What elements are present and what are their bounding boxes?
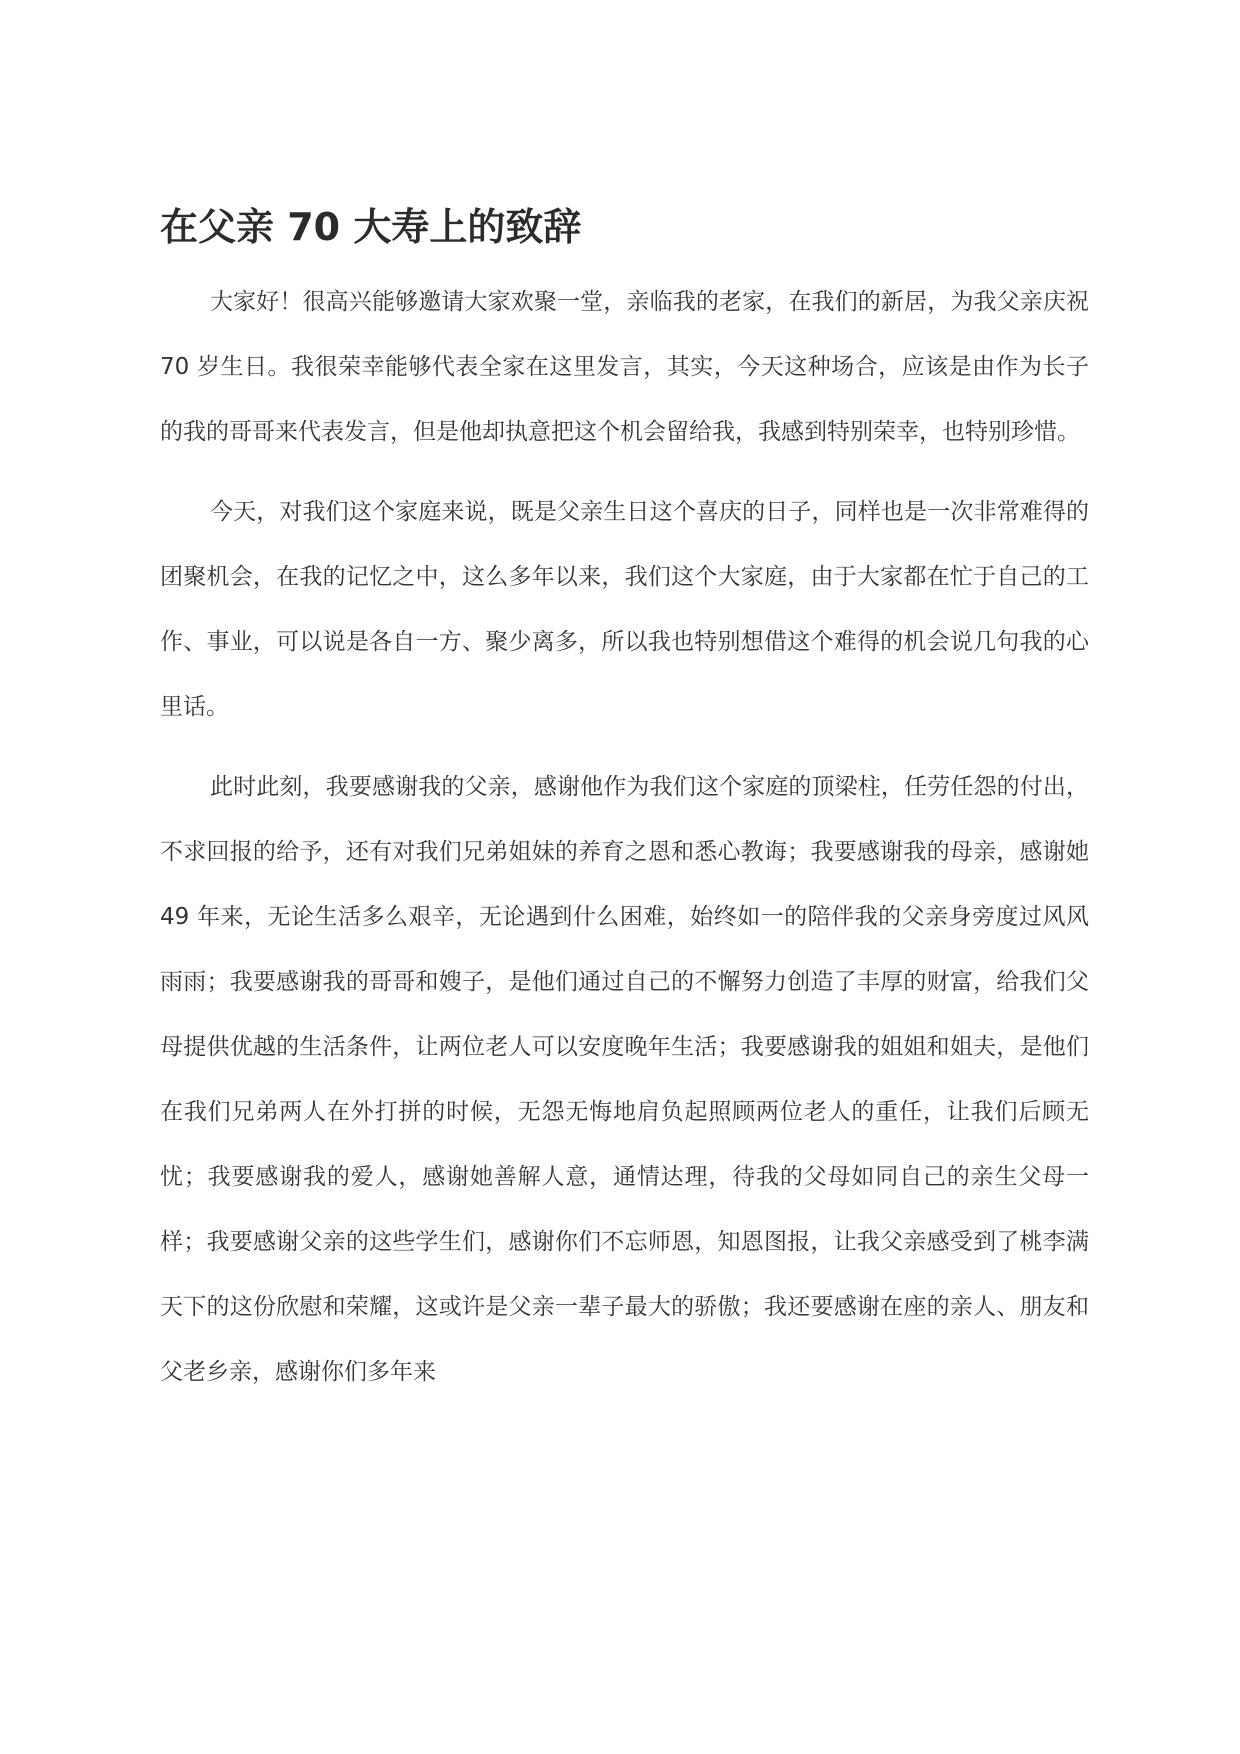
paragraph-2: 今天，对我们这个家庭来说，既是父亲生日这个喜庆的日子，同样也是一次非常难得的团聚机会，在我的记忆之中，这么多年以来，我们这个大家庭，由于大家都在忙于自己的工作、事业，可以说是各自一方、聚少离多，所以我也特别想借这个难得的机会说几句我的心里话。 — [160, 499, 1089, 720]
document-page — [160, 200, 1089, 1405]
paragraph-3: 此时此刻，我要感谢我的父亲，感谢他作为我们这个家庭的顶梁柱，任劳任怨的付出，不求回报的给予，还有对我们兄弟姐妹的养育之恩和悉心教诲；我要感谢我的母亲，感谢她 49 年来，无论生活多么艰辛，无论遇到什么困难，始终如一的陪伴我的父亲身旁度过风风雨雨；我要感谢我的哥哥和嫂子，是他们通过自己的不懈努力创造了丰厚的财富，给我们父母提供优越的生活条件，让两位老人可以安度晚年生活；我要感谢我的姐姐和姐夫，是他们在我们兄弟两人在外打拼的时候，无怨无悔地肩负起照顾两位老人的重任，让我们后顾无忧；我要感谢我的爱人，感谢她善解人意，通情达理，待我的父母如同自己的亲生父母一样；我要感谢父亲的这些学生们，感谢你们不忘师恩，知恩图报，让我父亲感受到了桃李满天下的这份欣慰和荣耀，这或许是父亲一辈子最大的骄傲；我还要感谢在座的亲人、朋友和父老乡亲，感谢你们多年来 — [160, 774, 1089, 1385]
document-title: 在父亲 70 大寿上的致辞 — [160, 205, 582, 249]
paragraph-1: 大家好！很高兴能够邀请大家欢聚一堂，亲临我的老家，在我们的新居，为我父亲庆祝 70 岁生日。我很荣幸能够代表全家在这里发言，其实，今天这种场合，应该是由作为长子的我的哥哥来代表发言，但是他却执意把这个机会留给我，我感到特别荣幸，也特别珍惜。 — [160, 289, 1089, 445]
